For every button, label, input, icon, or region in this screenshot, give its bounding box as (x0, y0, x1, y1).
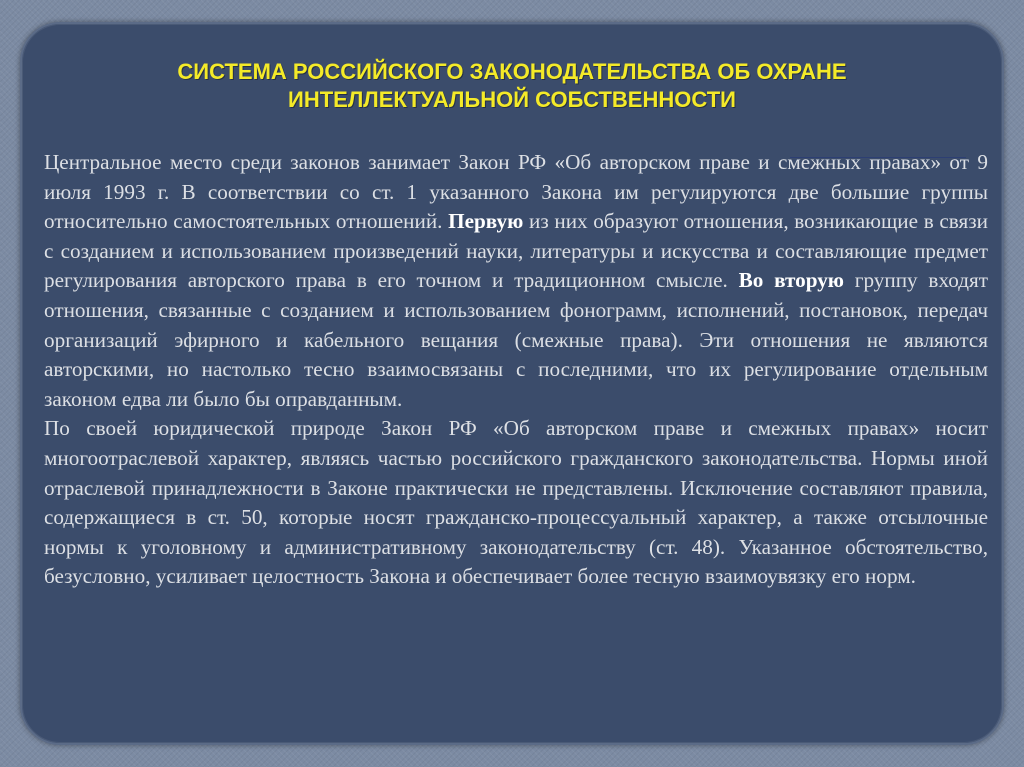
paragraph-1-intro: Центральное место среди законов занимает Закон РФ «Об авторском праве и смежных правах» от 9 июля 1993 г. В соответствии со ст. 1 указанного Закона им регулируются две большие группы относительно самостоятельных отношений. (44, 150, 988, 234)
slide-title-line-2: ИНТЕЛЛЕКТУАЛЬНОЙ СОБСТВЕННОСТИ (288, 87, 736, 112)
slide-body (44, 148, 988, 592)
paragraph-2: По своей юридической природе Закон РФ «Об авторском праве и смежных правах» носит многоотраслевой характер, являясь частью российского гражданского законодательства. Нормы иной отраслевой принадлежности в Законе практически не представлены. Исключение составляют правила, содержащиеся в ст. 50, которые носят гражданско-процессуальный характер, а также отсылочные нормы к уголовному и административному законодательству (ст. 48). Указанное обстоятельство, безусловно, усиливает целостность Закона и обеспечивает более тесную взаимоувязку его норм. (44, 416, 988, 589)
paragraph-1-first-rest: из них образуют отношения, возникающие в связи с созданием и использованием произведений науки, литературы и искусства и составляющие предмет регулирования авторского права в его точном и традиционном смысле. (44, 209, 988, 293)
paragraph-1-first-bold: Первую (448, 209, 524, 234)
paragraph-1 (44, 148, 988, 414)
paragraph-1-second-rest: группу входят отношения, связанные с созданием и использованием фонограмм, исполнений, постановок, передач организаций эфирного и кабельного вещания (смежные права). Эти отношения не являются авторскими, но настолько тесно взаимосвязаны с последними, что их регулирование отдельным законом едва ли было бы оправданным. (44, 268, 988, 411)
slide-title (70, 58, 954, 114)
slide-title-line-1: СИСТЕМА РОССИЙСКОГО ЗАКОНОДАТЕЛЬСТВА ОБ ОХРАНЕ (177, 59, 847, 84)
paragraph-1-second-bold: Во вторую (738, 268, 844, 293)
